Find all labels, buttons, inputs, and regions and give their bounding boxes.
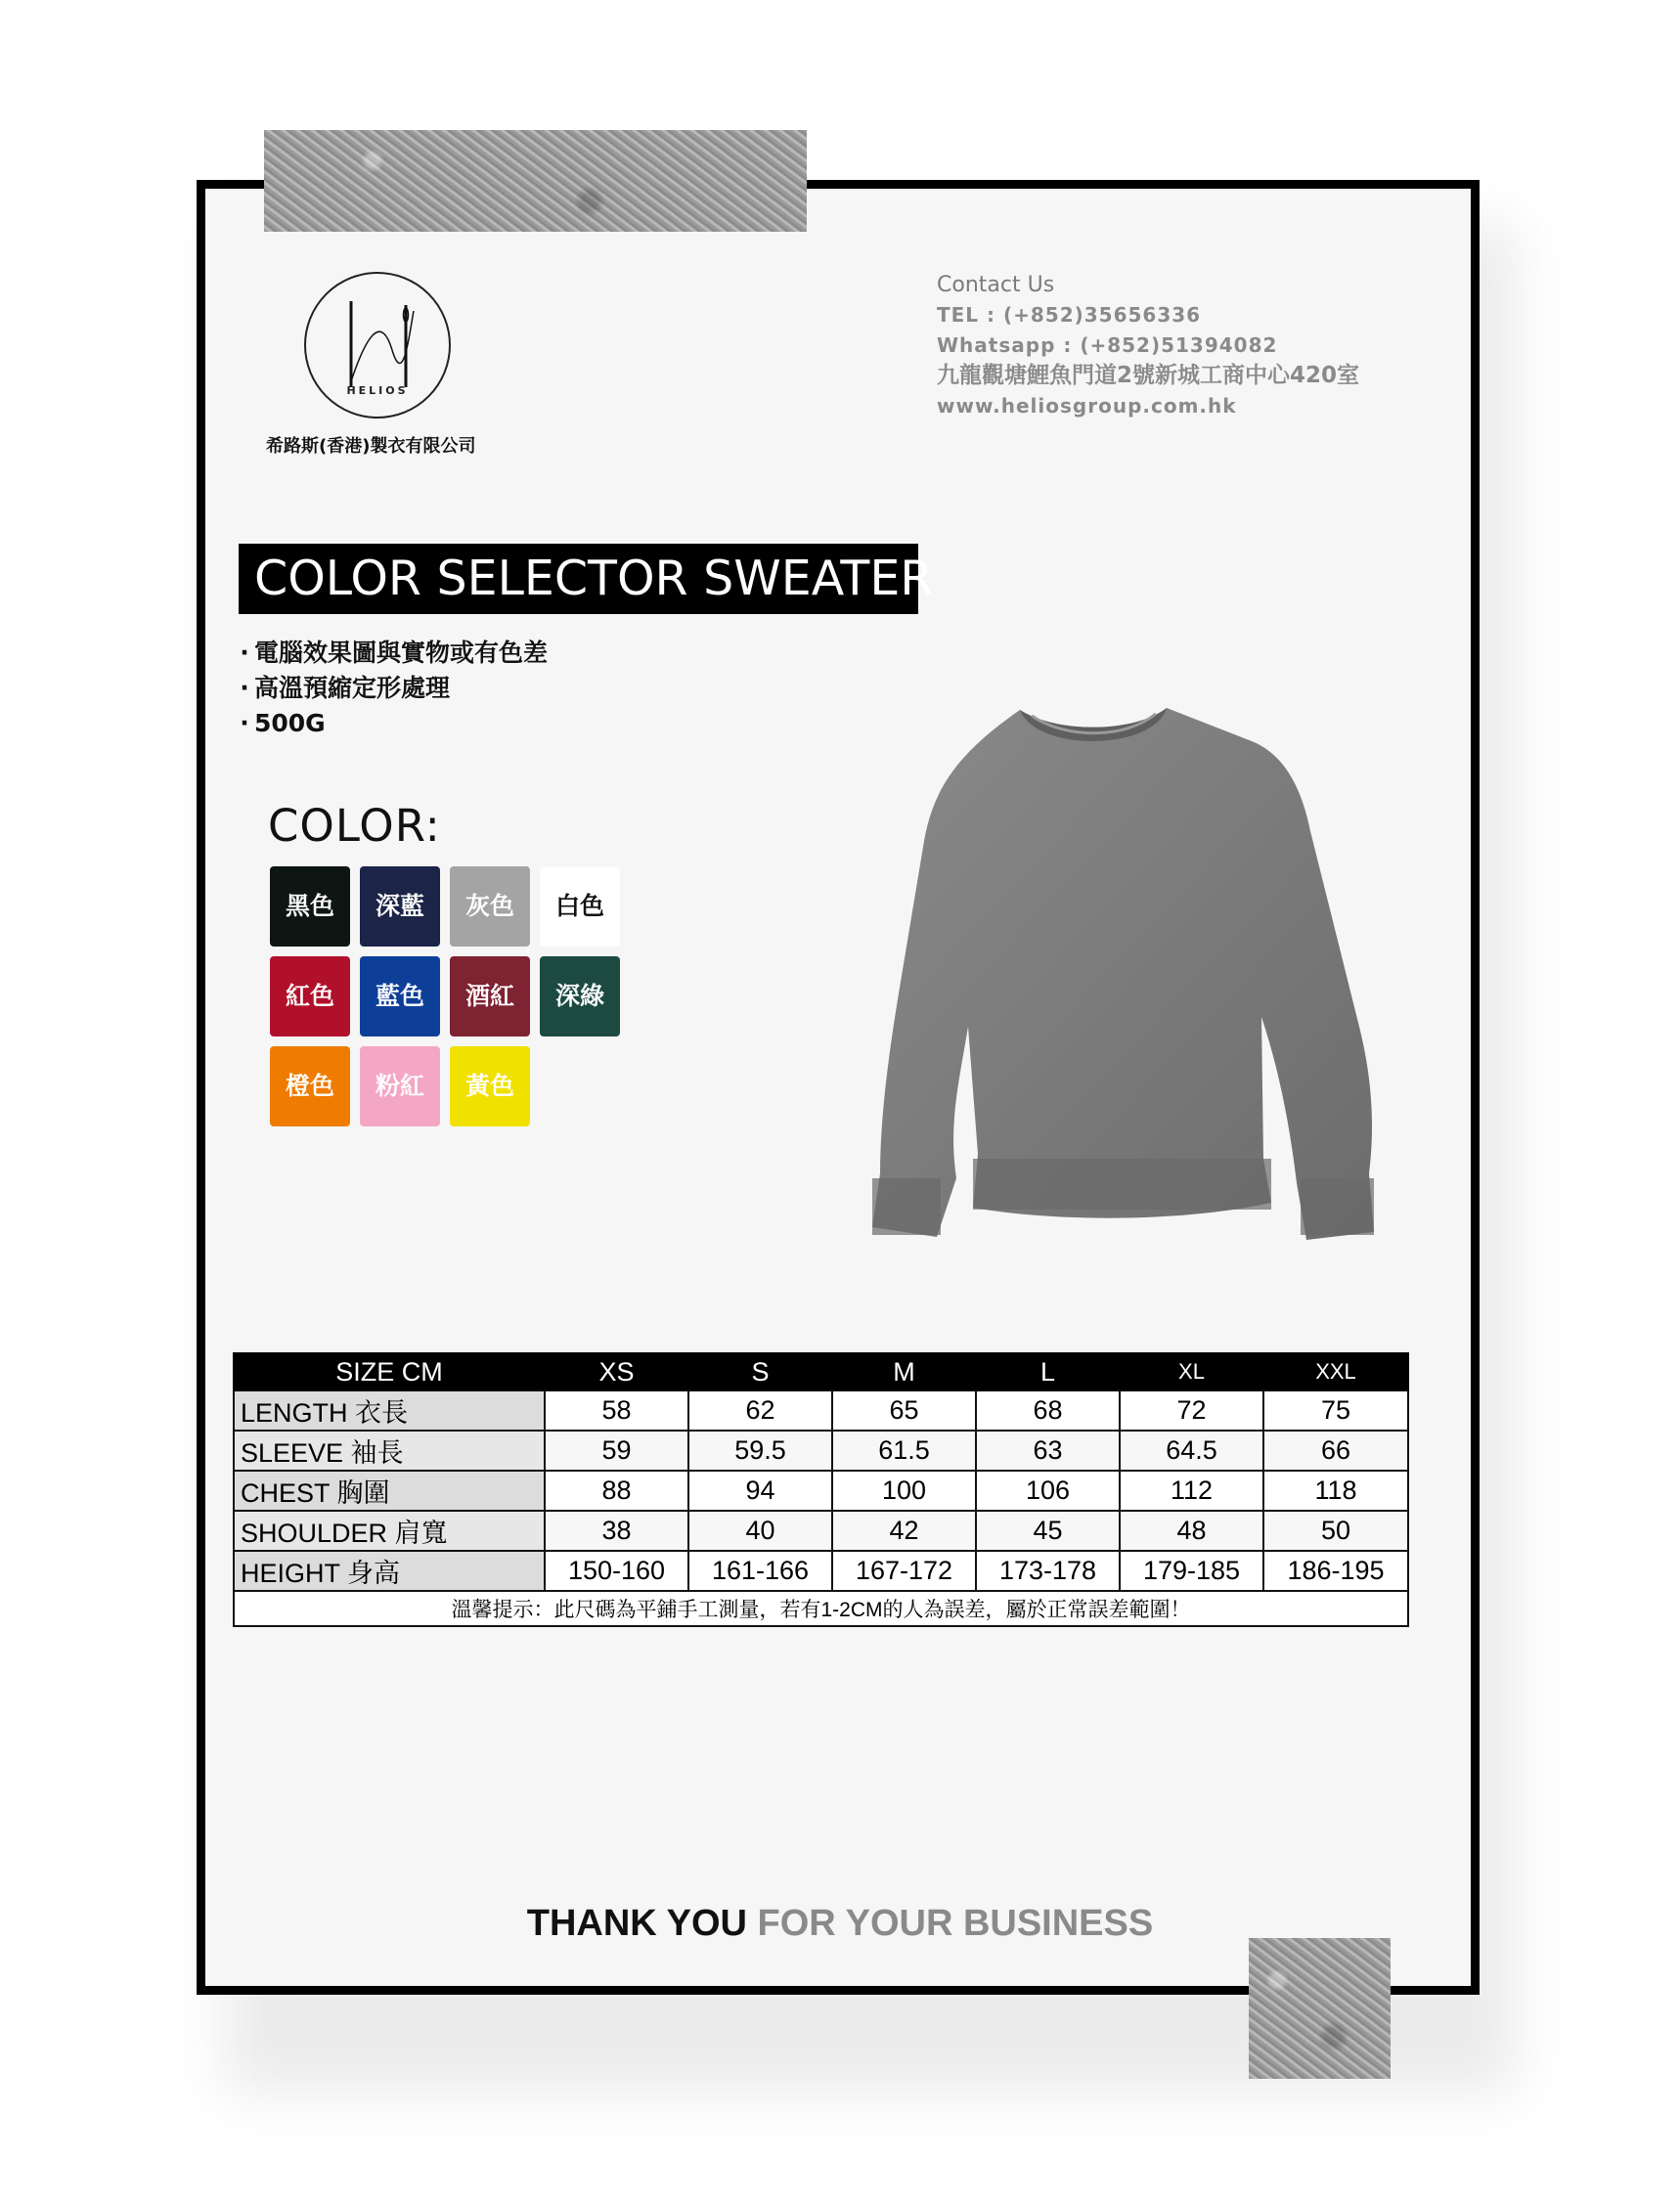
thank-you-footer <box>0 1903 1680 1945</box>
row-label: HEIGHT 身高 <box>234 1551 545 1591</box>
table-row <box>234 1511 1408 1551</box>
sweater-image <box>841 694 1389 1252</box>
feature-item: · 電腦效果圖與實物或有色差 <box>235 636 548 671</box>
product-title: COLOR SELECTOR SWEATER <box>239 544 918 614</box>
header-cell: XXL <box>1263 1353 1408 1390</box>
size-value-cell: 75 <box>1263 1390 1408 1431</box>
size-value-cell: 68 <box>976 1390 1120 1431</box>
color-heading: COLOR: <box>268 800 441 852</box>
size-value-cell: 112 <box>1120 1471 1263 1511</box>
size-value-cell: 179-185 <box>1120 1551 1263 1591</box>
size-chart-header <box>234 1353 1408 1390</box>
feature-list <box>235 636 548 741</box>
table-row <box>234 1431 1408 1471</box>
color-swatch[interactable]: 紅色 <box>270 956 350 1036</box>
size-value-cell: 100 <box>832 1471 976 1511</box>
color-swatch[interactable]: 粉紅 <box>360 1046 440 1126</box>
size-chart-note-row <box>234 1591 1408 1626</box>
contact-tel: TEL : (+852)35656336 <box>937 303 1202 327</box>
logo-text: HELIOS <box>346 384 409 397</box>
contact-website[interactable]: www.heliosgroup.com.hk <box>937 394 1237 418</box>
feature-item: · 高溫預縮定形處理 <box>235 671 548 706</box>
size-value-cell: 40 <box>688 1511 832 1551</box>
header-cell: S <box>688 1353 832 1390</box>
size-value-cell: 88 <box>545 1471 688 1511</box>
bullet: · <box>240 639 249 667</box>
row-label: SHOULDER 肩寬 <box>234 1511 545 1551</box>
contact-block <box>937 270 1359 421</box>
size-value-cell: 94 <box>688 1471 832 1511</box>
table-row <box>234 1471 1408 1511</box>
size-value-cell: 173-178 <box>976 1551 1120 1591</box>
size-value-cell: 167-172 <box>832 1551 976 1591</box>
color-swatch[interactable]: 酒紅 <box>450 956 530 1036</box>
size-value-cell: 62 <box>688 1390 832 1431</box>
row-label: CHEST 胸圍 <box>234 1471 545 1511</box>
size-value-cell: 59.5 <box>688 1431 832 1471</box>
color-swatch[interactable]: 黃色 <box>450 1046 530 1126</box>
row-label: LENGTH 衣長 <box>234 1390 545 1431</box>
contact-address: 九龍觀塘鯉魚門道2號新城工商中心420室 <box>937 363 1360 388</box>
size-value-cell: 118 <box>1263 1471 1408 1511</box>
size-value-cell: 65 <box>832 1390 976 1431</box>
size-value-cell: 50 <box>1263 1511 1408 1551</box>
size-value-cell: 66 <box>1263 1431 1408 1471</box>
size-value-cell: 64.5 <box>1120 1431 1263 1471</box>
size-chart-table <box>233 1352 1409 1627</box>
size-value-cell: 38 <box>545 1511 688 1551</box>
size-value-cell: 42 <box>832 1511 976 1551</box>
color-swatch[interactable]: 白色 <box>540 866 620 947</box>
bullet: · <box>240 709 249 737</box>
header-cell: SIZE CM <box>234 1353 545 1390</box>
contact-whatsapp: Whatsapp : (+852)51394082 <box>937 333 1278 357</box>
color-swatch[interactable]: 深綠 <box>540 956 620 1036</box>
color-swatch[interactable]: 深藍 <box>360 866 440 947</box>
business-text: FOR YOUR BUSINESS <box>746 1903 1154 1944</box>
size-value-cell: 61.5 <box>832 1431 976 1471</box>
thanks-text: THANK YOU <box>526 1903 747 1944</box>
size-value-cell: 58 <box>545 1390 688 1431</box>
size-chart-note: 溫馨提示：此尺碼為平鋪手工測量，若有1-2CM的人為誤差，屬於正常誤差範圍！ <box>234 1591 1408 1626</box>
size-value-cell: 63 <box>976 1431 1120 1471</box>
color-swatch-grid <box>270 866 622 1130</box>
bullet: · <box>240 674 249 702</box>
feature-item: · 500G <box>235 706 548 741</box>
size-value-cell: 59 <box>545 1431 688 1471</box>
size-value-cell: 150-160 <box>545 1551 688 1591</box>
contact-heading: Contact Us <box>937 273 1055 297</box>
size-value-cell: 72 <box>1120 1390 1263 1431</box>
color-swatch[interactable]: 黑色 <box>270 866 350 947</box>
size-value-cell: 45 <box>976 1511 1120 1551</box>
header-cell: M <box>832 1353 976 1390</box>
color-swatch[interactable]: 灰色 <box>450 866 530 947</box>
size-value-cell: 48 <box>1120 1511 1263 1551</box>
size-value-cell: 106 <box>976 1471 1120 1511</box>
header-cell: XL <box>1120 1353 1263 1390</box>
table-row <box>234 1390 1408 1431</box>
color-swatch[interactable]: 橙色 <box>270 1046 350 1126</box>
header-cell: L <box>976 1353 1120 1390</box>
table-row <box>234 1551 1408 1591</box>
company-name: 希路斯(香港)製衣有限公司 <box>266 436 476 457</box>
size-value-cell: 186-195 <box>1263 1551 1408 1591</box>
tape-decoration-bottom <box>1249 1938 1391 2079</box>
row-label: SLEEVE 袖長 <box>234 1431 545 1471</box>
size-value-cell: 161-166 <box>688 1551 832 1591</box>
tape-decoration-top <box>264 130 807 232</box>
color-swatch[interactable]: 藍色 <box>360 956 440 1036</box>
header-cell: XS <box>545 1353 688 1390</box>
